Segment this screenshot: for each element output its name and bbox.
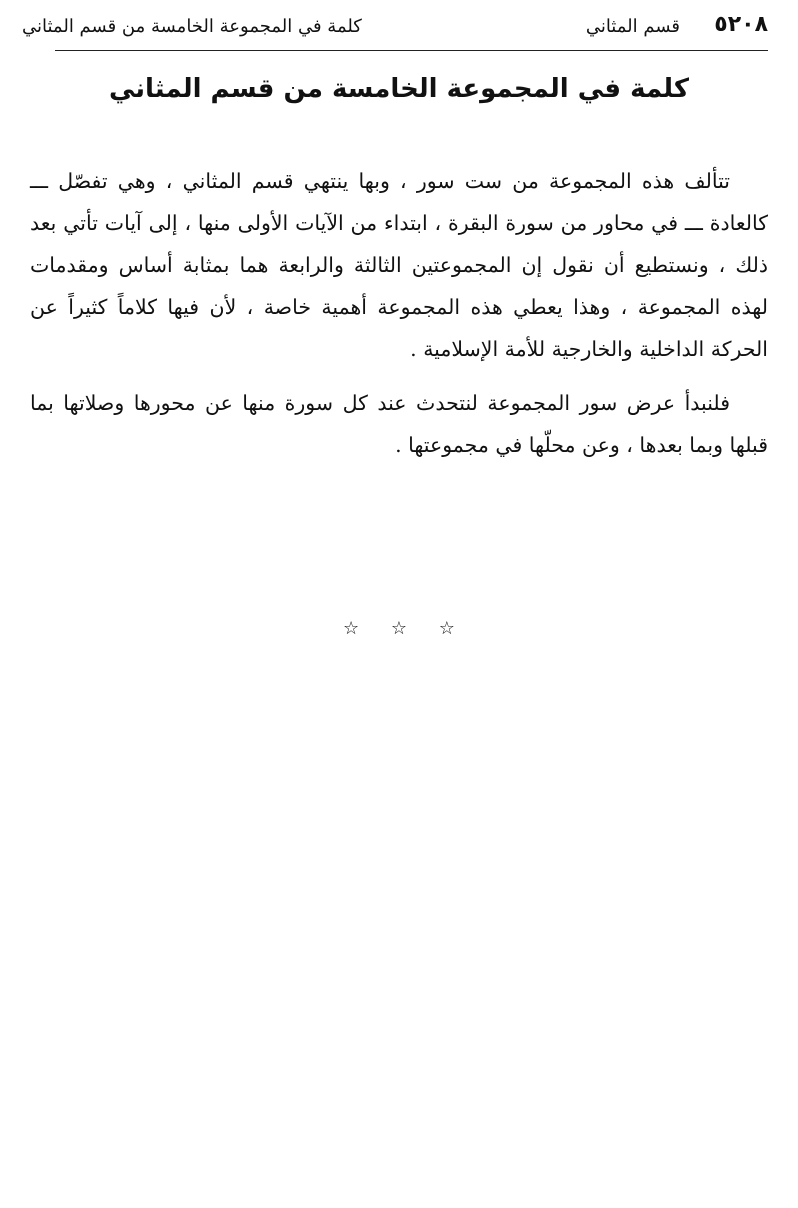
paragraph-1: تتألف هذه المجموعة من ست سور ، وبها ينتهي قسم المثاني ، وهي تفصّل ـــ كالعادة ـــ في محاور من سورة البقرة ، ابتداء من الآيات الأولى منها ، إلى آيات تأتي بعد ذلك ، ونستطيع أن نقول إن المجموعتين الثالثة والرابعة هما بمثابة أساس ومقدمات لهذه المجموعة ، وهذا يعطي هذه المجموعة أهمية خاصة ، لأن فيها كلاماً كثيراً عن الحركة الداخلية والخارجية للأمة الإسلامية .: [30, 169, 768, 361]
star-icon: ☆: [343, 618, 360, 639]
star-icon: ☆: [390, 618, 408, 639]
header-divider: [55, 50, 768, 51]
body-text: [30, 160, 768, 478]
page-title: كلمة في المجموعة الخامسة من قسم المثاني: [108, 74, 690, 104]
paragraph-2: فلنبدأ عرض سور المجموعة لنتحدث عند كل سورة منها عن محورها وصلاتها بما قبلها وبما بعدها ، وعن محلّها في مجموعتها .: [30, 391, 768, 457]
page-number: ٥٢٠٨: [714, 12, 768, 37]
section-name: قسم المثاني: [585, 16, 680, 37]
section-separator: [0, 618, 798, 639]
running-chapter-title: كلمة في المجموعة الخامسة من قسم المثاني: [22, 16, 362, 37]
running-header: [22, 10, 768, 46]
star-icon: ☆: [438, 618, 455, 639]
